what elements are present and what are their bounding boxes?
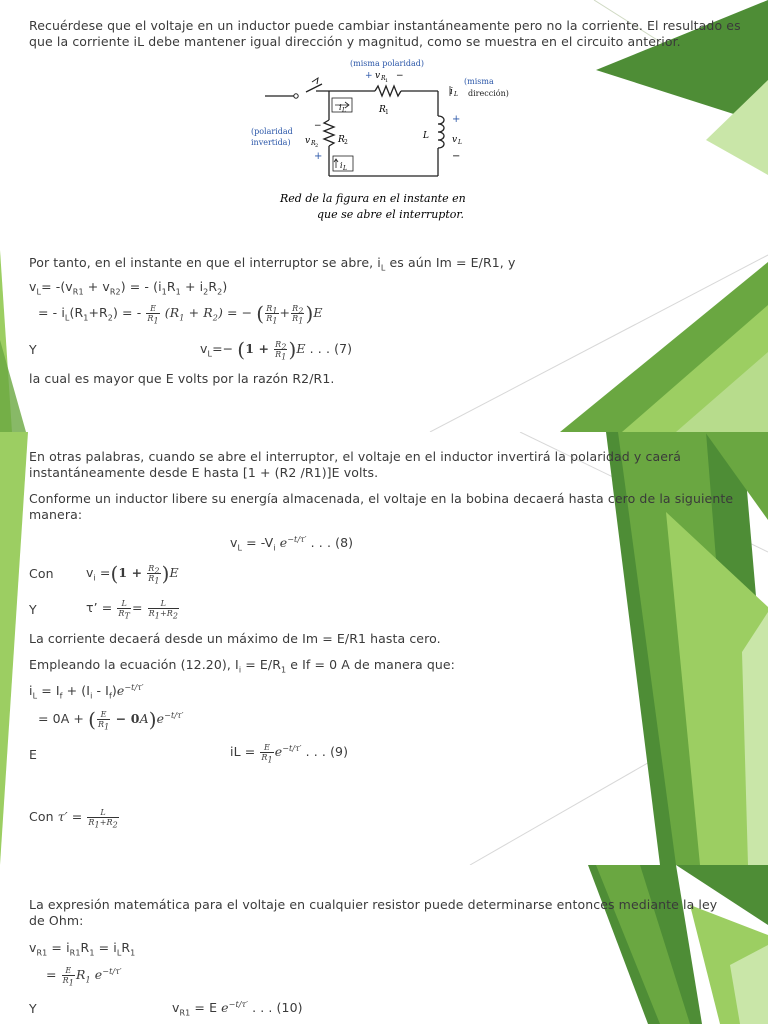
svg-text:+: + xyxy=(365,71,373,81)
s2-p1-line-1: En otras palabras, cuando se abre el interruptor, el voltaje en el inductor invertirá la polaridad y caerá xyxy=(29,449,682,464)
svg-text:L: L xyxy=(342,107,346,114)
label-polaridad-invertida-2: invertida) xyxy=(251,138,291,147)
svg-text:L: L xyxy=(458,139,462,146)
label-polaridad-invertida-1: (polaridad xyxy=(251,127,293,136)
s2-p2-line-2: manera: xyxy=(29,507,83,522)
circuit-diagram xyxy=(250,58,520,228)
equation-10-number: . . . (10) xyxy=(252,1000,303,1015)
circuit-caption-line-2: que se abre el interruptor. xyxy=(317,208,464,221)
intro-line-1: Recuérdese que el voltaje en un inductor puede cambiar instantáneamente pero no la corriente. El resultado es xyxy=(29,18,741,33)
label-misma-direccion-2: dirección) xyxy=(468,89,509,98)
label-misma-polaridad: (misma polaridad) xyxy=(350,59,425,68)
equation-vr1-2: = $\frac{E}{R_1}$ $R_1$ $e^{-t/\tau'}$ xyxy=(46,966,122,988)
s3-p1-line-2: de Ohm: xyxy=(29,913,84,928)
svg-text:2: 2 xyxy=(344,139,348,146)
decaera-line: La corriente decaerá desde un máximo de Im = E/R1 hasta cero. xyxy=(29,631,441,646)
equation-9: iL = $\frac{E}{R_1}$ $e^{-t/\tau'}$ . . . (9) xyxy=(230,743,349,765)
svg-text:L: L xyxy=(343,165,347,172)
con-tau-label: Con xyxy=(29,809,54,824)
equation-tau: τ’ = $\frac{L}{R_T}$ = $\frac{L}{R_1+R_2}$ xyxy=(86,599,179,621)
equation-il-2: = 0A + ( $\frac{E}{R_1}$ − $0A)e^{-t/\tau'}$ xyxy=(38,707,184,732)
y-label-3: Y xyxy=(29,1001,37,1016)
switch-terminal-icon xyxy=(294,94,298,98)
svg-text:+: + xyxy=(452,114,461,125)
inductor-icon xyxy=(438,116,444,148)
svg-text:L: L xyxy=(454,91,458,98)
por-tanto-text: Por tanto, en el instante en que el interruptor se abre, xyxy=(29,255,374,270)
y-label-1: Y xyxy=(29,342,37,357)
intro-line-2: que la corriente iL debe mantener igual dirección y magnitud, como se muestra en el circuito anterior. xyxy=(29,34,681,49)
resistor-r1-icon xyxy=(375,86,401,96)
s2-p2-line-1: Conforme un inductor libere su energía almacenada, el voltaje en la bobina decaerá hasta cero de la siguiente xyxy=(29,491,734,506)
svg-text:i: i xyxy=(339,103,342,112)
svg-text:+: + xyxy=(314,151,323,162)
svg-text:R: R xyxy=(381,75,386,82)
label-misma-direccion-1: (misma xyxy=(464,77,494,86)
equation-7-number: . . . (7) xyxy=(309,341,353,356)
con-label: Con xyxy=(29,566,54,581)
slide-2 xyxy=(0,432,768,865)
s3-p1-line-1: La expresión matemática para el voltaje en cualquier resistor puede determinarse entonces mediante la ley xyxy=(29,897,718,912)
slide-1 xyxy=(0,0,768,432)
empleando-text: Empleando la ecuación (12.20), xyxy=(29,657,231,672)
svg-text:R: R xyxy=(311,140,316,147)
svg-text:v: v xyxy=(375,71,381,81)
y-label-2: Y xyxy=(29,602,37,617)
por-tanto-tail: es aún Im = E/R1, y xyxy=(389,255,516,270)
svg-text:1: 1 xyxy=(385,78,389,84)
s2-p1-line-2: instantáneamente desde E hasta [1 + (R2 /R1)]E volts. xyxy=(29,465,379,480)
svg-text:v: v xyxy=(305,136,311,146)
svg-text:−: − xyxy=(314,121,322,131)
equation-il-1: $i_L = I_f + (I_i - I_f)e^{-t/\tau'}$ xyxy=(29,682,144,701)
por-tanto-line: Por tanto, en el instante en que el interruptor se abre, $i_L$ es aún Im = E/R1, y xyxy=(29,255,516,273)
equation-7: $v_L=- (1$ + $\frac{R_2}{R_1}$ )E . . . (7) xyxy=(200,337,353,362)
equation-8: $v_L = -V_i$ $e^{-t/\tau'}$ . . . (8) xyxy=(230,534,354,553)
svg-text:−: − xyxy=(396,71,404,81)
svg-text:R: R xyxy=(338,135,345,145)
equation-8-number: . . . (8) xyxy=(310,535,354,550)
empleando-tail: e If = 0 A de manera que: xyxy=(290,657,455,672)
equation-9-number: . . . (9) xyxy=(305,744,349,759)
svg-text:−: − xyxy=(452,151,461,162)
mayor-line: la cual es mayor que E volts por la razón R2/R1. xyxy=(29,371,335,386)
svg-text:v: v xyxy=(452,135,458,145)
svg-text:i: i xyxy=(450,87,453,97)
slide-3 xyxy=(0,865,768,1024)
svg-text:1: 1 xyxy=(385,109,389,116)
svg-text:L: L xyxy=(423,131,429,141)
equation-vl-1: $v_L= -(v_{R1} + v_{R2})$ = - $(i_1R_1 + i_2R_2)$ xyxy=(29,279,228,297)
equation-vl-2: = - $i_L(R_1+R_2)$ = - $\frac{E}{R_1}$ $(R_1 + R_2)$ = − ( $\frac{R_1}{R_1}$ + $\frac{R_2}{R_1}$ )E xyxy=(38,301,323,326)
equation-10: $v_{R1} = E$ $e^{-t/\tau'}$ . . . (10) xyxy=(172,999,303,1018)
empleando-line: Empleando la ecuación (12.20), $I_i = E/R_1$ e If = 0 A de manera que: xyxy=(29,657,455,675)
svg-text:R: R xyxy=(379,105,386,115)
equation-vr1-1: $v_{R1} = i_{R1}R_1 = i_LR_1$ xyxy=(29,940,136,958)
svg-text:2: 2 xyxy=(315,143,319,149)
equation-con-tau: Con τ′ = $\frac{L}{R_1+R_2}$ xyxy=(29,808,118,830)
equation-vi: $v_i =(1$ + $\frac{R_2}{R_1}$ )E xyxy=(86,561,179,586)
circuit-caption-line-1: Red de la figura en el instante en xyxy=(280,192,466,205)
svg-text:i: i xyxy=(340,161,343,170)
e-label: E xyxy=(29,747,37,762)
resistor-r2-icon xyxy=(324,120,334,146)
